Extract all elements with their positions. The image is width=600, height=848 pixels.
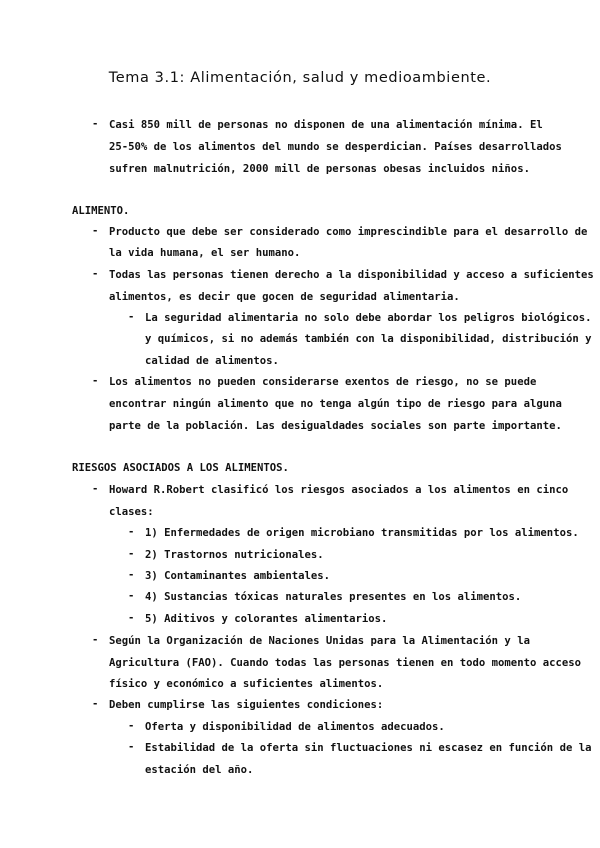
alimento-sub-bullet-line: La seguridad alimentaria no solo debe abordar los peligros biológicos. [145,312,592,324]
bullet-dash: - [92,225,99,237]
sub-bullet-dash: - [128,548,135,560]
risk-class-item: 3) Contaminantes ambientales. [145,570,330,582]
bullet-dash: - [92,375,99,387]
condition-item: Oferta y disponibilidad de alimentos adecuados. [145,721,445,733]
bullet-dash: - [92,698,99,710]
intro-line: 25-50% de los alimentos del mundo se desperdician. Países desarrollados [109,141,562,153]
sub-bullet-dash: - [128,741,135,753]
risk-class-item: 4) Sustancias tóxicas naturales presentes en los alimentos. [145,591,522,603]
condition-item: Estabilidad de la oferta sin fluctuaciones ni escasez en función de la [145,742,592,754]
alimento-bullet-3-line: parte de la población. Las desigualdades sociales son parte importante. [109,420,562,432]
alimento-bullet-3-line: encontrar ningún alimento que no tenga algún tipo de riesgo para alguna [109,398,562,410]
intro-line: Casi 850 mill de personas no disponen de una alimentación mínima. El [109,119,543,131]
sub-bullet-dash: - [128,311,135,323]
risk-class-item: 2) Trastornos nutricionales. [145,549,324,561]
risk-class-item: 1) Enfermedades de origen microbiano transmitidas por los alimentos. [145,527,579,539]
section-heading-alimento: ALIMENTO. [72,205,130,217]
riesgos-bullet-2-line: físico y económico a suficientes alimentos. [109,678,384,690]
alimento-bullet-2-line: Todas las personas tienen derecho a la disponibilidad y acceso a suficientes [109,269,594,281]
sub-bullet-dash: - [128,569,135,581]
riesgos-bullet-3-line: Deben cumplirse las siguientes condiciones: [109,699,384,711]
riesgos-bullet-1-line: clases: [109,506,154,518]
bullet-dash: - [92,118,99,130]
alimento-sub-bullet-line: calidad de alimentos. [145,355,279,367]
risk-class-item: 5) Aditivos y colorantes alimentarios. [145,613,388,625]
alimento-bullet-2-line: alimentos, es decir que gocen de seguridad alimentaria. [109,291,460,303]
page-title: Tema 3.1: Alimentación, salud y medioambiente. [108,70,492,86]
alimento-bullet-3-line: Los alimentos no pueden considerarse exentos de riesgo, no se puede [109,376,537,388]
bullet-dash: - [92,634,99,646]
sub-bullet-dash: - [128,720,135,732]
sub-bullet-dash: - [128,526,135,538]
bullet-dash: - [92,268,99,280]
alimento-bullet-1-line: la vida humana, el ser humano. [109,247,301,259]
riesgos-bullet-2-line: Agricultura (FAO). Cuando todas las personas tienen en todo momento acceso [109,657,581,669]
intro-line: sufren malnutrición, 2000 mill de personas obesas incluidos niños. [109,163,530,175]
section-heading-riesgos: RIESGOS ASOCIADOS A LOS ALIMENTOS. [72,462,289,474]
condition-item: estación del año. [145,764,254,776]
riesgos-bullet-2-line: Según la Organización de Naciones Unidas para la Alimentación y la [109,635,530,647]
alimento-bullet-1-line: Producto que debe ser considerado como imprescindible para el desarrollo de [109,226,588,238]
sub-bullet-dash: - [128,590,135,602]
sub-bullet-dash: - [128,612,135,624]
alimento-sub-bullet-line: y químicos, si no además también con la disponibilidad, distribución y [145,333,592,345]
riesgos-bullet-1-line: Howard R.Robert clasificó los riesgos asociados a los alimentos en cinco [109,484,569,496]
bullet-dash: - [92,483,99,495]
